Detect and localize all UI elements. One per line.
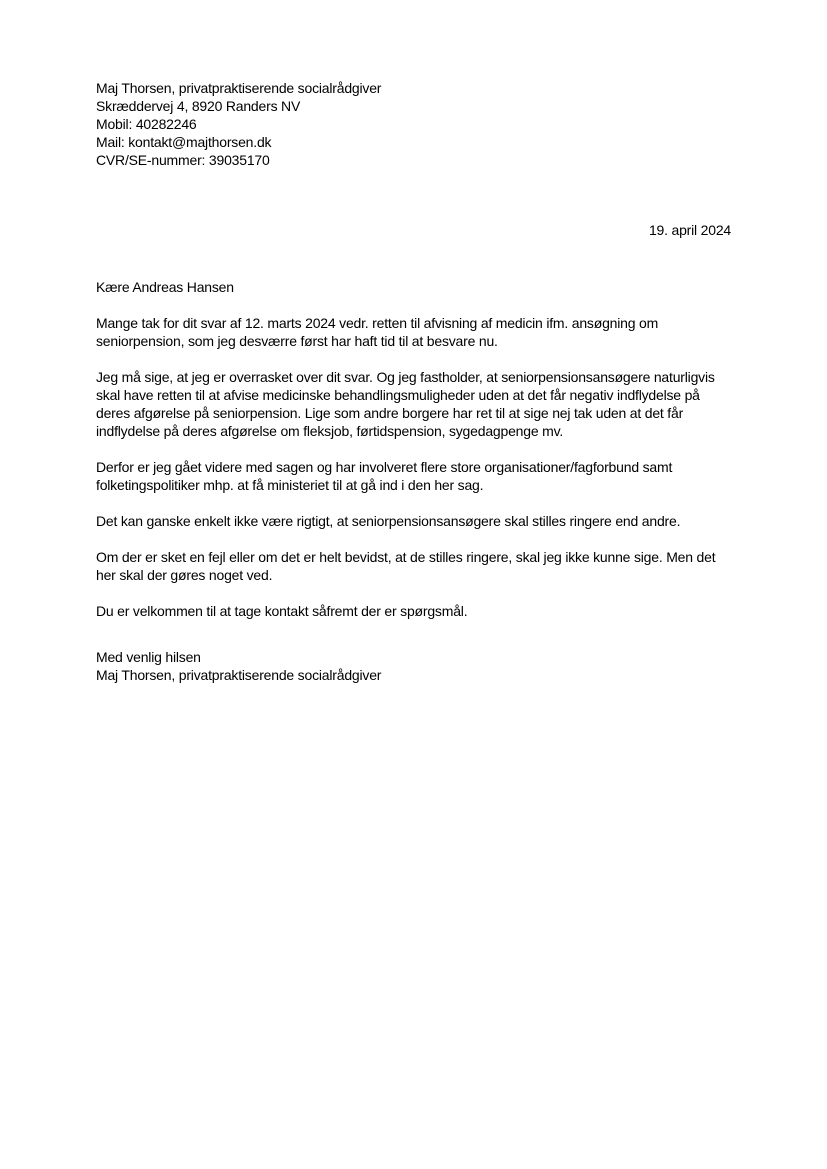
closing-block — [96, 648, 731, 684]
salutation: Kære Andreas Hansen — [96, 279, 234, 295]
body-paragraph-1: Mange tak for dit svar af 12. marts 2024 vedr. retten til afvisning af medicin ifm. ansøgning om seniorpension, som jeg desværre først har haft tid til at besvare nu. — [96, 315, 659, 349]
signoff: Med venlig hilsen — [96, 649, 201, 665]
sender-cvr-line: CVR/SE-nummer: 39035170 — [96, 152, 270, 168]
sender-mobile-line: Mobil: 40282246 — [96, 116, 197, 132]
sender-block — [96, 79, 731, 169]
sender-address-line: Skræddervej 4, 8920 Randers NV — [96, 98, 301, 114]
body-paragraph-2: Jeg må sige, at jeg er overrasket over dit svar. Og jeg fastholder, at seniorpensionsansøgere naturligvis skal have retten til at afvise medicinske behandlingsmuligheder uden at det får negativ indflydelse på deres afgørelse på seniorpension. Lige som andre borgere har ret til at sige nej tak uden at det får indflydelse på deres afgørelse om fleksjob, førtidspension, sygedagpenge mv. — [96, 369, 715, 439]
body-paragraph-3: Derfor er jeg gået videre med sagen og har involveret flere store organisationer/fagforbund samt folketingspolitiker mhp. at få ministeriet til at gå ind i den her sag. — [96, 459, 673, 493]
sender-name-line: Maj Thorsen, privatpraktiserende socialrådgiver — [96, 80, 382, 96]
body-paragraph-5: Om der er sket en fejl eller om det er helt bevidst, at de stilles ringere, skal jeg ikke kunne sige. Men det her skal der gøres noget ved. — [96, 549, 716, 583]
letter-date: 19. april 2024 — [648, 222, 731, 238]
signature-name: Maj Thorsen, privatpraktiserende socialrådgiver — [96, 667, 382, 683]
body-paragraph-4: Det kan ganske enkelt ikke være rigtigt, at seniorpensionsansøgere skal stilles ringere end andre. — [96, 513, 681, 529]
body-paragraph-6: Du er velkommen til at tage kontakt såfremt der er spørgsmål. — [96, 603, 468, 619]
sender-email-line: Mail: kontakt@majthorsen.dk — [96, 134, 272, 150]
letter-body — [96, 314, 731, 620]
